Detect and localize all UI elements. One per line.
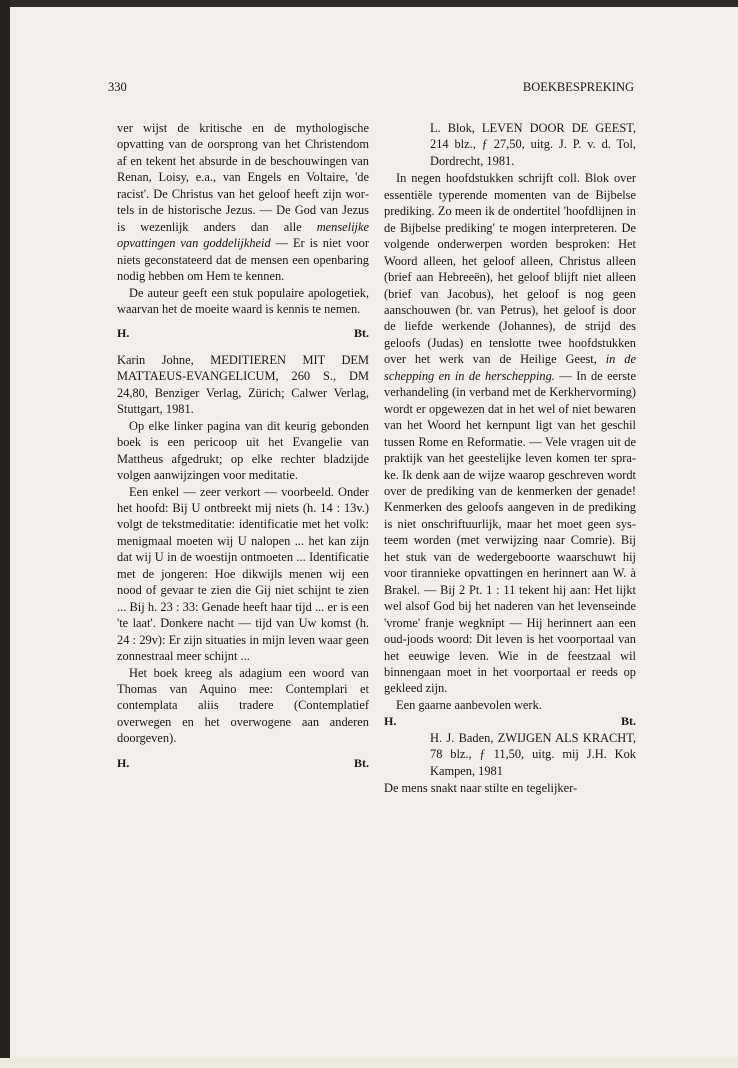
review-paragraph: De mens snakt naar stilte en tegelijker- [384,781,578,796]
review-recommendation: Een gaarne aanbevolen werk. [396,697,542,712]
review-signature: H. Bt. [117,326,369,341]
book-reference-baden: H. J. Baden, ZWIJGEN ALS KRACHT, 78 blz., ƒ 11,50, uitg. mij J.H. Kok Kampen, 1981 [430,730,636,778]
review-signature: H. Bt. [384,714,636,729]
review-paragraph: Het boek kreeg als adagium een woord van Thomas van Aquino mee: Contemplari et contemplata aliis tradere (Contemplatief overwegen en het overwogene aan anderen doorgeven). [117,665,369,746]
review-signature: H. Bt. [117,755,369,770]
left-column [117,120,369,781]
scan-bottom-edge [0,1058,738,1068]
book-reference-blok: L. Blok, LEVEN DOOR DE GEEST, 214 blz., ƒ 27,50, uitg. J. P. v. d. Tol, Dordrecht, 1981. [430,121,636,168]
page-header [108,80,634,98]
review-paragraph: Op elke linker pagina van dit keurig gebonden boek is een pericoop uit het Evangelie van Mattheus afgedrukt; op elke rechter bladzijde volgen aanwijzingen voor meditatie. [117,418,369,483]
scan-top-edge [0,0,738,7]
page-number: 330 [108,80,127,94]
review-paragraph: In negen hoofdstukken schrijft coll. Blok over essentiële typerende momenten van de Bijbelse prediking. Zo meen ik de ondertitel 'hoofdlijnen in de Bijbelse prediking' te mogen interpreteren. De volgende onderwerpen worden besproken: Het Woord alleen, het geloof alleen, Christus alleen (brief aan Hebreeën), het geloof blijft niet alleen (brief van Jacobus), het geloof is nog geen aanschouwen (br. van Petrus), het geloof is door de liefde werkende (Johannes), de strijd des geloofs (Judas) en tenslotte twee hoofdstukken over het werk van de Heilige Geest, in de schepping en in de herschepping. — In de eerste verhandeling (in verband met de Kerkhervorming) wordt er opgewezen dat in het wel of niet bewaren van het Woord het kernpunt ligt van het geschil tussen Rome en Reformatie. — Vele vragen uit de praktijk van het geestelijke leven komen ter sprake. Ik denk aan de wijze waarop geschreven wordt over de prediking van de kenmerken der genade! Kenmerken des geloofs aangeven in de prediking is niet onschriftuurlijk, maar het moet geen systeem worden (met verwijzing naar Comrie). Bij het stuk van de wedergeboorte waarschuwt hij voor tirannieke opvattingen en herinnert aan W. à Brakel. — Bij 2 Pt. 1 : 11 tekent hij aan: Het lijkt wel alsof God bij het naderen van het levenseinde 'vrome' franje wegknipt — Hij herinnert aan een oud-joods woord: Dit leven is het voorportaal van het eeuwige leven. Wie in de feestzaal wil binnengaan moet in het voorportaal er reeds op gekleed zijn. [384,171,636,696]
review-paragraph: Een enkel — zeer verkort — voorbeeld. Onder het hoofd: Bij U ontbreekt mij niets (h. 14 : 13v.) volgt de tekstmeditatie: identificatie met het volk: menigmaal moeten wij U nalopen ... het kan zijn dat wij U in de woestijn ontmoeten ... Identificatie met de jongeren: Hoe dikwijls menen wij een nood of gevaar te zien die Gij niet schijnt te zien ... Bij h. 23 : 33: Genade heeft haar tijd ... er is een 'te laat'. Donkere nacht — tijd van Uw komst (h. 24 : 29v): Er zijn situaties in mijn leven waar geen zonnestraal meer schijnt ... [117,484,369,664]
review-continuation-paragraph: ver wijst de kritische en de mythologische opvatting van de oorsprong van het Christendom af en tekent het absurde in de beschouwingen van Renan, Loisy, e.a., van Engels en Voltaire, 'de racist'. De Christus van het geloof heeft zijn wortels in de historische Jezus. — De God van Jezus is wezenlijk anders dan alle menselijke opvattingen van goddelijkheid — Er is niet voor niets geconstateerd dat de mensen een openbaring nodig hebben om Hem te kennen. [117,121,369,284]
italic-phrase: in de schepping en in de herschepping. [384,352,636,383]
right-column [384,120,636,797]
italic-phrase: menselijke opvattingen van goddelijkheid [117,219,369,251]
book-reference-johne: Karin Johne, MEDITIEREN MIT DEM MATTAEUS-EVANGELICUM, 260 S., DM 24,80, Benziger Verlag, Zürich; Calwer Verlag, Stuttgart, 1981. [117,352,369,417]
scan-binding-edge [0,0,10,1068]
section-title: BOEKBESPREKING [522,80,634,94]
review-conclusion-paragraph: De auteur geeft een stuk populaire apologetiek, waarvan het de moeite waard is kennis te nemen. [117,285,369,316]
